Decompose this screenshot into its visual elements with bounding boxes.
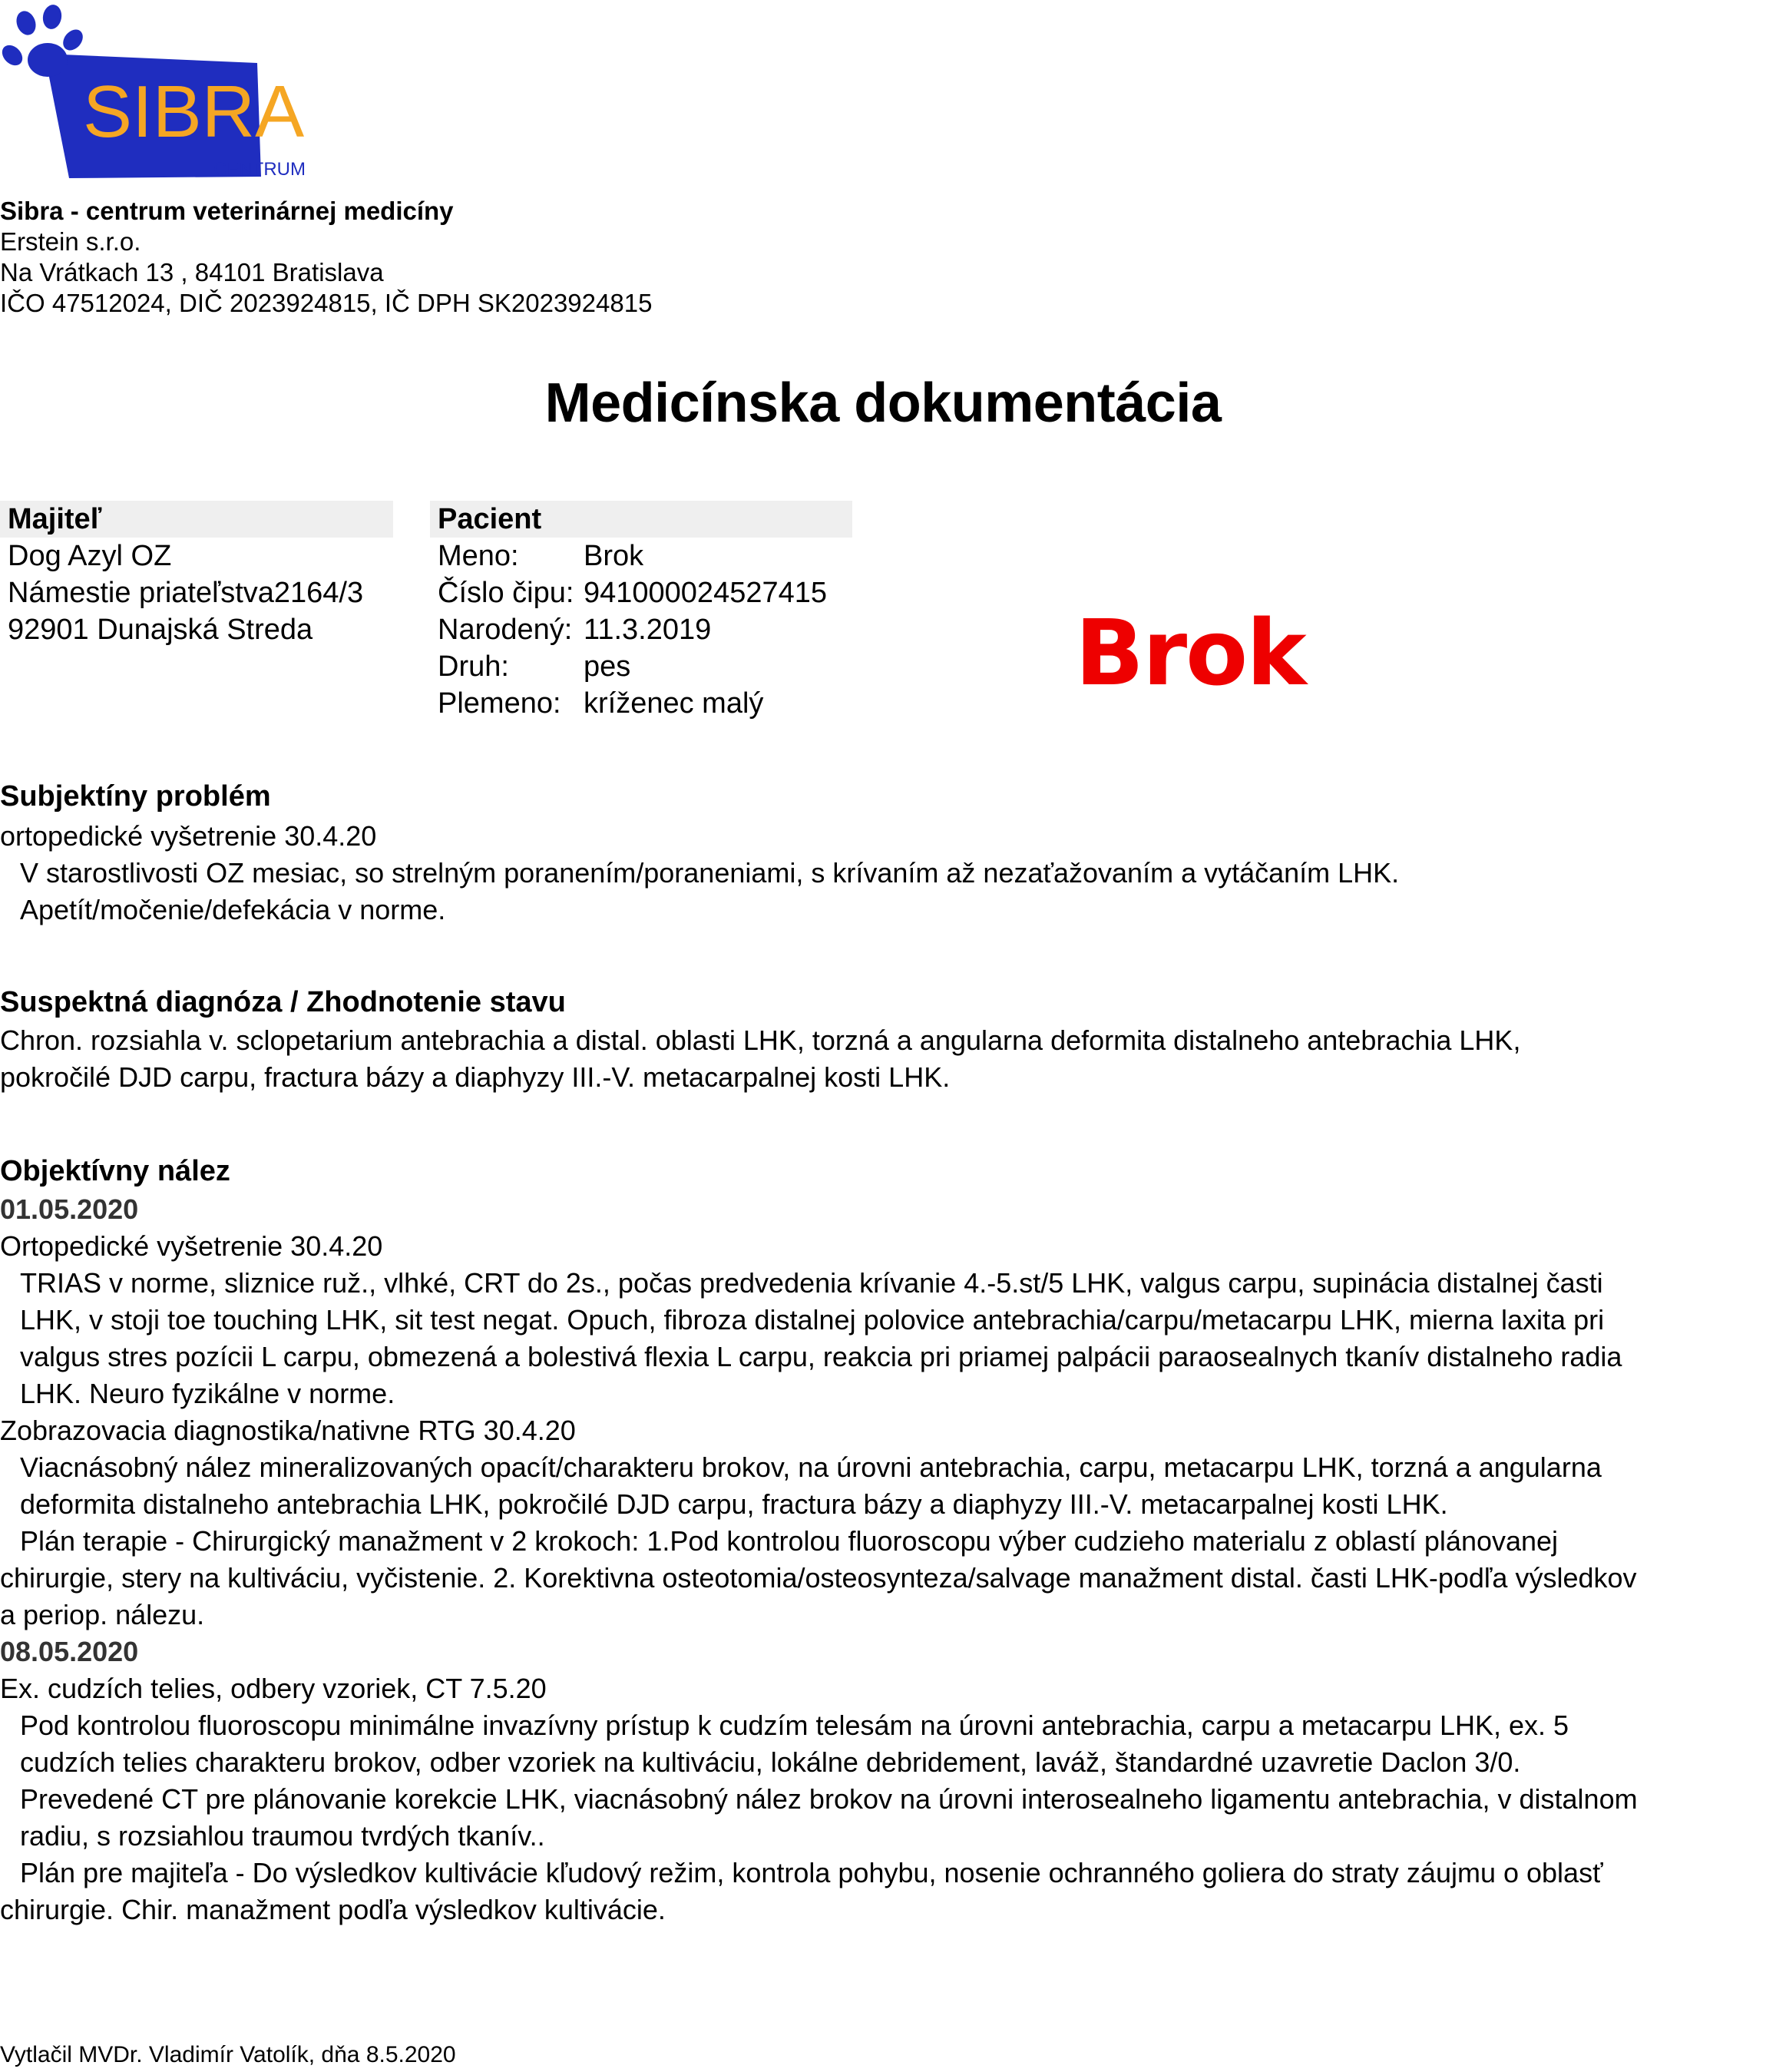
owner-heading: Majiteľ — [0, 501, 393, 538]
objective-section — [0, 1191, 1766, 1928]
diagnosis-section — [0, 1022, 1766, 1096]
patient-born-row — [430, 611, 852, 648]
printed-by-footer: Vytlačil MVDr. Vladimír Vatolík, dňa 8.5.2020 — [0, 2042, 456, 2067]
entry-title: Ortopedické vyšetrenie 30.4.20 — [0, 1230, 383, 1262]
entry-text: Pod kontrolou fluoroscopu minimálne invazívny prístup k cudzím telesám na úrovni antebrachia, carpu a metacarpu LHK, ex. 5 — [20, 1710, 1569, 1741]
entry-text: a periop. nálezu. — [0, 1599, 205, 1630]
patient-species-row — [430, 648, 852, 685]
diagnosis-heading: Suspektná diagnóza / Zhodnotenie stavu — [0, 986, 566, 1018]
patient-chip: 941000024527415 — [584, 577, 828, 609]
sibra-logo — [0, 0, 322, 180]
patient-species: pes — [584, 650, 631, 683]
entry-title: Zobrazovacia diagnostika/nativne RTG 30.4.20 — [0, 1415, 576, 1446]
clinic-ids: IČO 47512024, DIČ 2023924815, IČ DPH SK2023924815 — [0, 289, 653, 317]
patient-name-banner: Brok — [1075, 600, 1305, 706]
entry-text: valgus stres pozícii L carpu, obmezená a bolestivá flexia L carpu, reakcia pri priamej palpácii paraosealnych tkanív distalneho radia — [20, 1341, 1622, 1372]
page-title: Medicínska dokumentácia — [544, 372, 1222, 434]
patient-name-row — [430, 538, 852, 574]
patient-breed-label: Plemeno: — [438, 687, 561, 720]
owner-street: Námestie priateľstva2164/3 — [8, 577, 364, 609]
diagnosis-text: pokročilé DJD carpu, fractura bázy a diaphyzy III.-V. metacarpalnej kosti LHK. — [0, 1061, 951, 1093]
clinic-header — [0, 196, 652, 319]
entry-text: Prevedené CT pre plánovanie korekcie LHK, viacnásobný nález brokov na úrovni interosealneho ligamentu antebrachia, v distalnom — [20, 1783, 1638, 1815]
patient-species-label: Druh: — [438, 650, 509, 683]
owner-city: 92901 Dunajská Streda — [8, 614, 313, 646]
subjective-section — [0, 818, 1766, 928]
entry-text: cudzích telies charakteru brokov, odber vzoriek na kultiváciu, lokálne debridement, laváž, štandardné uzavretie Daclon 3/0. — [20, 1746, 1521, 1778]
patient-chip-label: Číslo čipu: — [438, 577, 574, 609]
clinic-address: Na Vrátkach 13 , 84101 Bratislava — [0, 258, 384, 286]
entry-text: LHK, v stoji toe touching LHK, sit test negat. Opuch, fibroza distalnej polovice antebrachia/carpu/metacarpu LHK, mierna laxita pri — [20, 1304, 1605, 1336]
entry-text: chirurgie, stery na kultiváciu, vyčistenie. 2. Korektivna osteotomia/osteosynteza/salvage manažment distal. časti LHK-podľa výsledkov — [0, 1562, 1637, 1594]
clinic-company: Erstein s.r.o. — [0, 227, 141, 256]
patient-breed-row — [430, 685, 852, 722]
entry-text: chirurgie. Chir. manažment podľa výsledkov kultivácie. — [0, 1894, 666, 1925]
entry-text: Plán pre majiteľa - Do výsledkov kultivácie kľudový režim, kontrola pohybu, nosenie ochranného goliera do straty záujmu o oblasť — [20, 1857, 1603, 1888]
entry-date: 01.05.2020 — [0, 1193, 139, 1225]
patient-name-label: Meno: — [438, 540, 519, 572]
owner-panel — [0, 501, 393, 648]
entry-text: TRIAS v norme, sliznice ruž., vlhké, CRT do 2s., počas predvedenia krívanie 4.-5.st/5 LHK, valgus carpu, supinácia distalnej časti — [20, 1267, 1603, 1299]
subjective-text: Apetít/močenie/defekácia v norme. — [20, 894, 446, 925]
entry-text: radiu, s rozsiahlou traumou tvrdých tkanív.. — [20, 1820, 545, 1852]
patient-born-label: Narodený: — [438, 614, 573, 646]
subjective-heading: Subjektíny problém — [0, 780, 271, 813]
patient-born: 11.3.2019 — [584, 614, 712, 646]
entry-text: deformita distalneho antebrachia LHK, pokročilé DJD carpu, fractura bázy a diaphyzy III.-V. metacarpalnej kosti LHK. — [20, 1488, 1448, 1520]
patient-heading: Pacient — [430, 501, 852, 538]
entry-text: Viacnásobný nález mineralizovaných opacít/charakteru brokov, na úrovni antebrachia, carpu, metacarpu LHK, torzná a angularna — [20, 1451, 1602, 1483]
patient-name: Brok — [584, 540, 644, 572]
diagnosis-text: Chron. rozsiahla v. sclopetarium antebrachia a distal. oblasti LHK, torzná a angularna deformita distalneho antebrachia LHK, — [0, 1024, 1521, 1056]
entry-text: Plán terapie - Chirurgický manažment v 2 krokoch: 1.Pod kontrolou fluoroscopu výber cudzieho materialu z oblastí plánovanej — [20, 1525, 1559, 1557]
entry-text: LHK. Neuro fyzikálne v norme. — [20, 1378, 395, 1409]
subjective-subtitle: ortopedické vyšetrenie 30.4.20 — [0, 820, 377, 852]
patient-chip-row — [430, 574, 852, 611]
patient-panel — [430, 501, 852, 722]
objective-heading: Objektívny nález — [0, 1155, 230, 1187]
entry-date: 08.05.2020 — [0, 1636, 139, 1667]
patient-breed: kríženec malý — [584, 687, 764, 720]
clinic-name: Sibra - centrum veterinárnej medicíny — [0, 197, 454, 225]
entry-title: Ex. cudzích telies, odbery vzoriek, CT 7.5.20 — [0, 1673, 547, 1704]
logo-text: SIBRA — [83, 71, 305, 153]
owner-name: Dog Azyl OZ — [8, 540, 172, 572]
subjective-text: V starostlivosti OZ mesiac, so strelným poranením/poraneniami, s krívaním až nezaťažovaním a vytáčaním LHK. — [20, 857, 1400, 889]
logo-subtext: CENTRUM — [213, 159, 306, 180]
